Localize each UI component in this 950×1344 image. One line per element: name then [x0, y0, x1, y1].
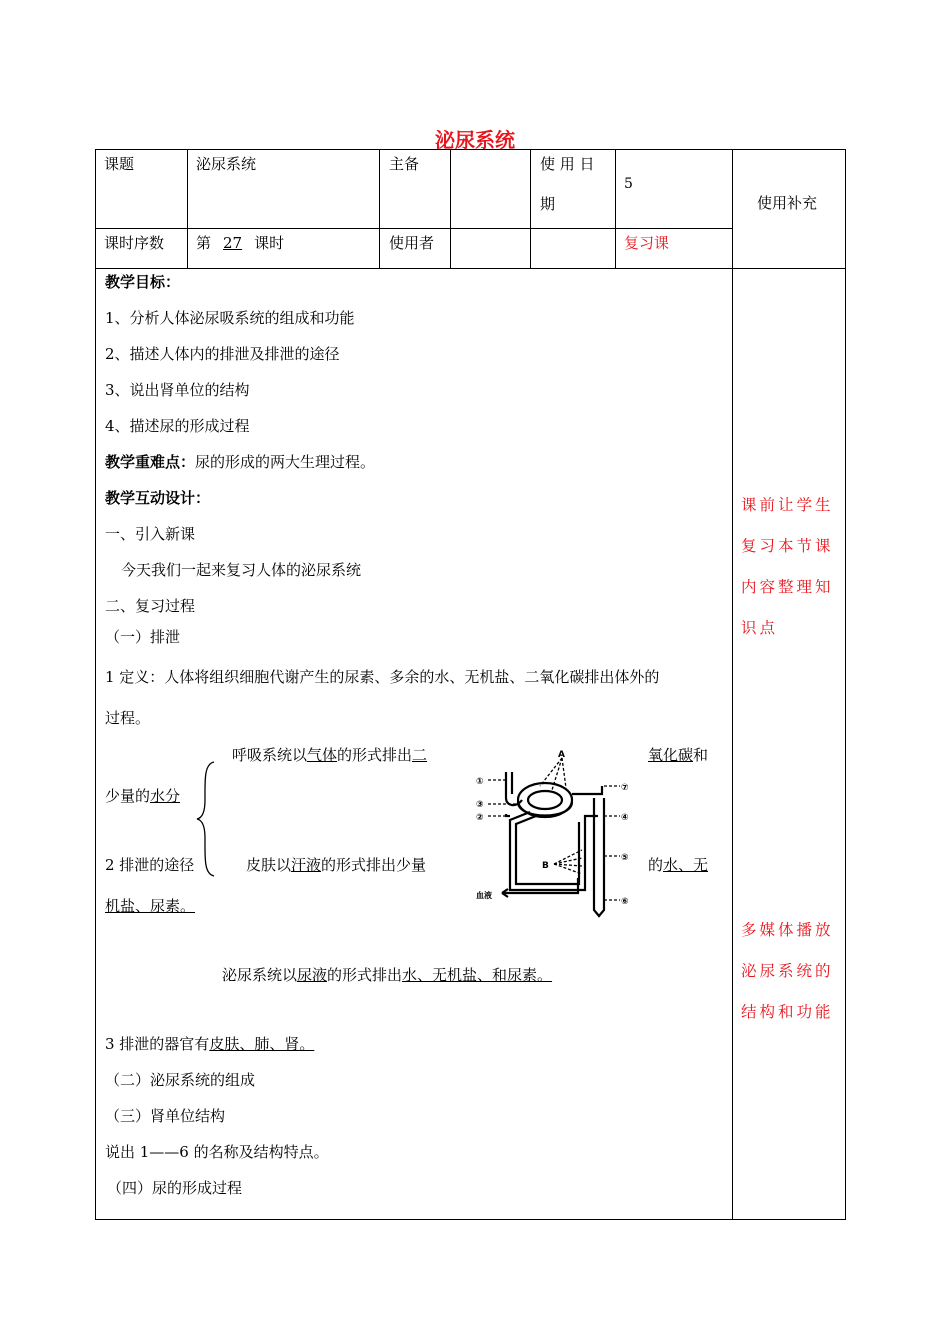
label-2: ②	[476, 813, 484, 823]
urinary-route: 泌尿系统以尿液的形式排出水、无机盐、和尿素。	[222, 966, 553, 984]
order-number: 27	[223, 234, 243, 252]
intro-text: 今天我们一起来复习人体的泌尿系统	[121, 561, 362, 579]
route-label: 2 排泄的途径	[105, 856, 195, 874]
label-4: ④	[621, 813, 629, 823]
order-label: 课时序数	[104, 234, 165, 252]
topic-label: 课题	[104, 155, 135, 173]
topic-value: 泌尿系统	[196, 155, 257, 173]
resp-route-b: 氧化碳和	[648, 746, 709, 764]
side-note-media: 多媒体播放 泌尿系统的 结构和功能	[741, 921, 834, 1021]
resp-route-a: 呼吸系统以气体的形式排出二	[232, 746, 428, 764]
section-intro-heading: 一、引入新课	[105, 525, 196, 543]
goals-heading: 教学目标：	[105, 273, 181, 291]
sub-urine-formation: （四）尿的形成过程	[107, 1179, 243, 1197]
goal-item: 2、描述人体内的排泄及排泄的途径	[105, 345, 340, 363]
excretion-organs: 3 排泄的器官有皮肤、肺、肾。	[105, 1035, 315, 1053]
goal-item: 1、分析人体泌尿吸系统的组成和功能	[105, 309, 355, 327]
label-6: ⑥	[621, 897, 629, 907]
label-3: ③	[476, 800, 484, 810]
goal-item: 4、描述尿的形成过程	[105, 417, 250, 435]
sub-urinary-composition: （二）泌尿系统的组成	[105, 1071, 256, 1089]
section-review-heading: 二、复习过程	[105, 597, 196, 615]
document-title: 泌尿系统	[435, 128, 515, 152]
date-label-line1: 使 用 日	[540, 155, 595, 173]
nephron-diagram	[470, 750, 645, 920]
goal-item: 3、说出肾单位的结构	[105, 381, 250, 399]
label-1: ①	[476, 777, 484, 787]
brace-icon	[196, 760, 218, 878]
skin-route-c: 机盐、尿素。	[105, 897, 196, 915]
sub-nephron: （三）肾单位结构	[105, 1107, 226, 1125]
date-value: 5	[624, 176, 633, 192]
definition-line2: 过程。	[105, 709, 151, 727]
blood-label: 血液	[476, 891, 492, 900]
skin-route-b: 的水、无	[648, 856, 709, 874]
preparer-label: 主备	[389, 155, 420, 173]
label-b: B	[542, 861, 549, 871]
key-points: 教学重难点：尿的形成的两大生理过程。	[105, 453, 376, 471]
user-label: 使用者	[389, 234, 435, 252]
resp-route-c: 少量的水分	[105, 787, 181, 805]
lesson-type: 复习课	[624, 234, 670, 252]
label-a: A	[558, 750, 565, 760]
date-label-line2: 期	[540, 195, 556, 213]
definition-line1: 1 定义：人体将组织细胞代谢产生的尿素、多余的水、无机盐、二氧化碳排出体外的	[105, 668, 660, 686]
order-value: 第 27 课时	[196, 234, 285, 252]
skin-route-a: 皮肤以汗液的形式排出少量	[246, 856, 427, 874]
supplement-label: 使用补充	[757, 194, 818, 212]
label-5: ⑤	[621, 853, 629, 863]
design-heading: 教学互动设计：	[105, 489, 211, 507]
sub-excretion: （一）排泄	[105, 628, 181, 646]
side-note-prep: 课前让学生 复习本节课 内容整理知 识点	[741, 496, 834, 637]
label-7: ⑦	[621, 783, 629, 793]
name-task: 说出 1——6 的名称及结构特点。	[105, 1143, 329, 1161]
